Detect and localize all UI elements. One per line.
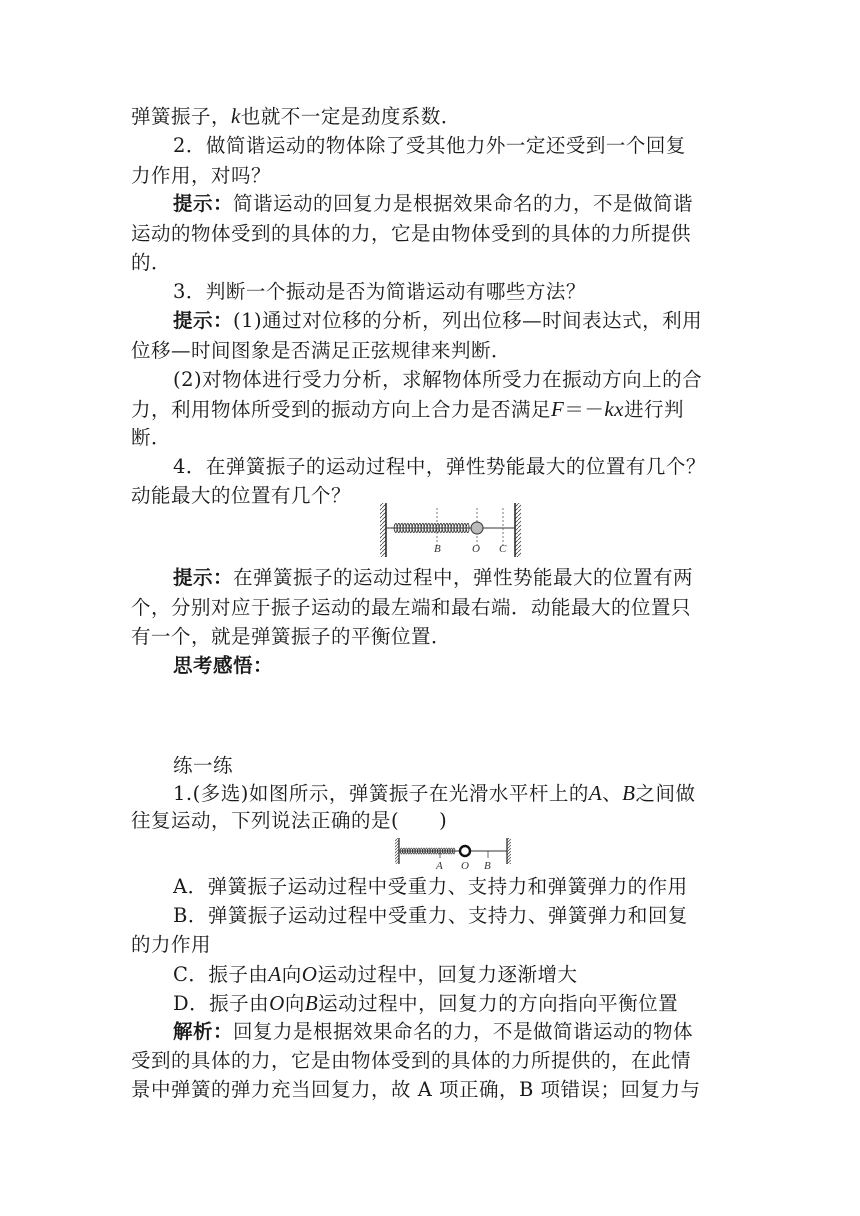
hint-3-cont <box>131 394 731 425</box>
variable-F: F <box>551 397 565 421</box>
hint-label: 提示： <box>173 566 234 589</box>
text: 向 <box>281 963 302 986</box>
text: 也就不一定是劲度系数． <box>240 105 461 128</box>
practice-question-1 <box>173 778 731 809</box>
text: (1)通过对位移的分析，列出位移—时间表达式，利用 <box>233 309 703 332</box>
label-O: O <box>461 860 469 872</box>
oscillator-ball-icon <box>471 522 483 534</box>
text: 弹簧振子， <box>131 105 232 128</box>
variable-A: A <box>588 781 603 805</box>
right-wall-icon <box>515 503 521 557</box>
text: 运动过程中，回复力的方向指向平衡位置 <box>318 992 679 1015</box>
text: 回复力是根据效果命名的力，不是做简谐运动的物体 <box>233 1020 694 1043</box>
variable-kx: kx <box>604 397 625 421</box>
practice-heading: 练一练 <box>173 754 234 777</box>
option-c <box>173 959 731 990</box>
hint-3-cont: 断． <box>131 426 172 449</box>
question-4-cont: 动能最大的位置有几个？ <box>131 484 352 507</box>
label-A: A <box>436 860 443 872</box>
variable-O: O <box>301 962 318 986</box>
analysis-label: 解析： <box>173 1020 234 1043</box>
option-b: B．弹簧振子运动过程中受重力、支持力、弹簧弹力和回复 <box>173 904 688 927</box>
text: 进行判 <box>624 398 685 421</box>
question-2-cont: 力作用，对吗？ <box>131 164 272 187</box>
hint-3-cont: 位移—时间图象是否满足正弦规律来判断． <box>131 339 512 362</box>
hint-4 <box>173 563 731 593</box>
hint-2-cont: 的． <box>131 251 172 274</box>
text: 运动过程中，回复力逐渐增大 <box>317 963 578 986</box>
variable-B: B <box>622 781 636 805</box>
variable-O: O <box>269 991 285 1015</box>
oscillator-ball-icon <box>460 846 470 856</box>
hint-3 <box>173 306 731 336</box>
hint-2 <box>173 189 731 219</box>
text: 在弹簧振子的运动过程中，弹性势能最大的位置有两 <box>233 566 694 589</box>
text: ＝－ <box>564 398 605 421</box>
text: 向 <box>284 992 305 1015</box>
text: 力，利用物体所受到的振动方向上合力是否满足 <box>131 398 552 421</box>
variable-k: k <box>231 104 241 128</box>
hint-3-point-2: (2)对物体进行受力分析，求解物体所受力在振动方向上的合 <box>173 368 703 391</box>
label-O: O <box>472 543 480 555</box>
answer-analysis <box>173 1017 731 1047</box>
option-d <box>173 988 731 1019</box>
text-line <box>131 101 731 132</box>
label-B: B <box>434 543 441 555</box>
hint-4-cont: 有一个，就是弹簧振子的平衡位置． <box>131 625 452 648</box>
answer-analysis-cont: 景中弹簧的弹力充当回复力，故 A 项正确，B 项错误；回复力与 <box>131 1078 701 1101</box>
text: 、 <box>602 782 623 805</box>
text: D．振子由 <box>173 992 270 1015</box>
variable-B: B <box>304 991 319 1015</box>
spring-oscillator-figure <box>378 500 528 560</box>
practice-question-1-cont: 往复运动，下列说法正确的是( ) <box>131 809 448 832</box>
variable-A: A <box>268 962 282 986</box>
answer-analysis-cont: 受到的具体的力，它是由物体受到的具体的力所提供的，在此情 <box>131 1049 692 1072</box>
hint-4-cont: 个，分别对应于振子运动的最左端和最右端．动能最大的位置只 <box>131 596 692 619</box>
option-b-cont: 的力作用 <box>131 933 212 956</box>
option-a: A．弹簧振子运动过程中受重力、支持力和弹簧弹力的作用 <box>173 875 688 898</box>
spring-oscillator-figure-2 <box>394 836 516 872</box>
reflection-heading: 思考感悟： <box>173 654 274 677</box>
left-wall-icon <box>395 838 399 864</box>
left-wall-icon <box>380 503 386 557</box>
right-wall-icon <box>507 838 511 864</box>
text: 1.(多选)如图所示，弹簧振子在光滑水平杆上的 <box>173 782 589 805</box>
text: 之间做 <box>635 782 696 805</box>
label-B: B <box>484 860 491 872</box>
question-4: 4．在弹簧振子的运动过程中，弹性势能最大的位置有几个？ <box>173 455 706 478</box>
question-3: 3．判断一个振动是否为简谐运动有哪些方法？ <box>173 280 586 303</box>
hint-2-cont: 运动的物体受到的具体的力，它是由物体受到的具体的力所提供 <box>131 222 692 245</box>
label-C: C <box>499 543 507 555</box>
text: C．振子由 <box>173 963 269 986</box>
hint-label: 提示： <box>173 309 234 332</box>
text: 简谐运动的回复力是根据效果命名的力，不是做简谐 <box>233 192 694 215</box>
question-2: 2．做简谐运动的物体除了受其他力外一定还受到一个回复 <box>173 134 686 157</box>
hint-label: 提示： <box>173 192 234 215</box>
